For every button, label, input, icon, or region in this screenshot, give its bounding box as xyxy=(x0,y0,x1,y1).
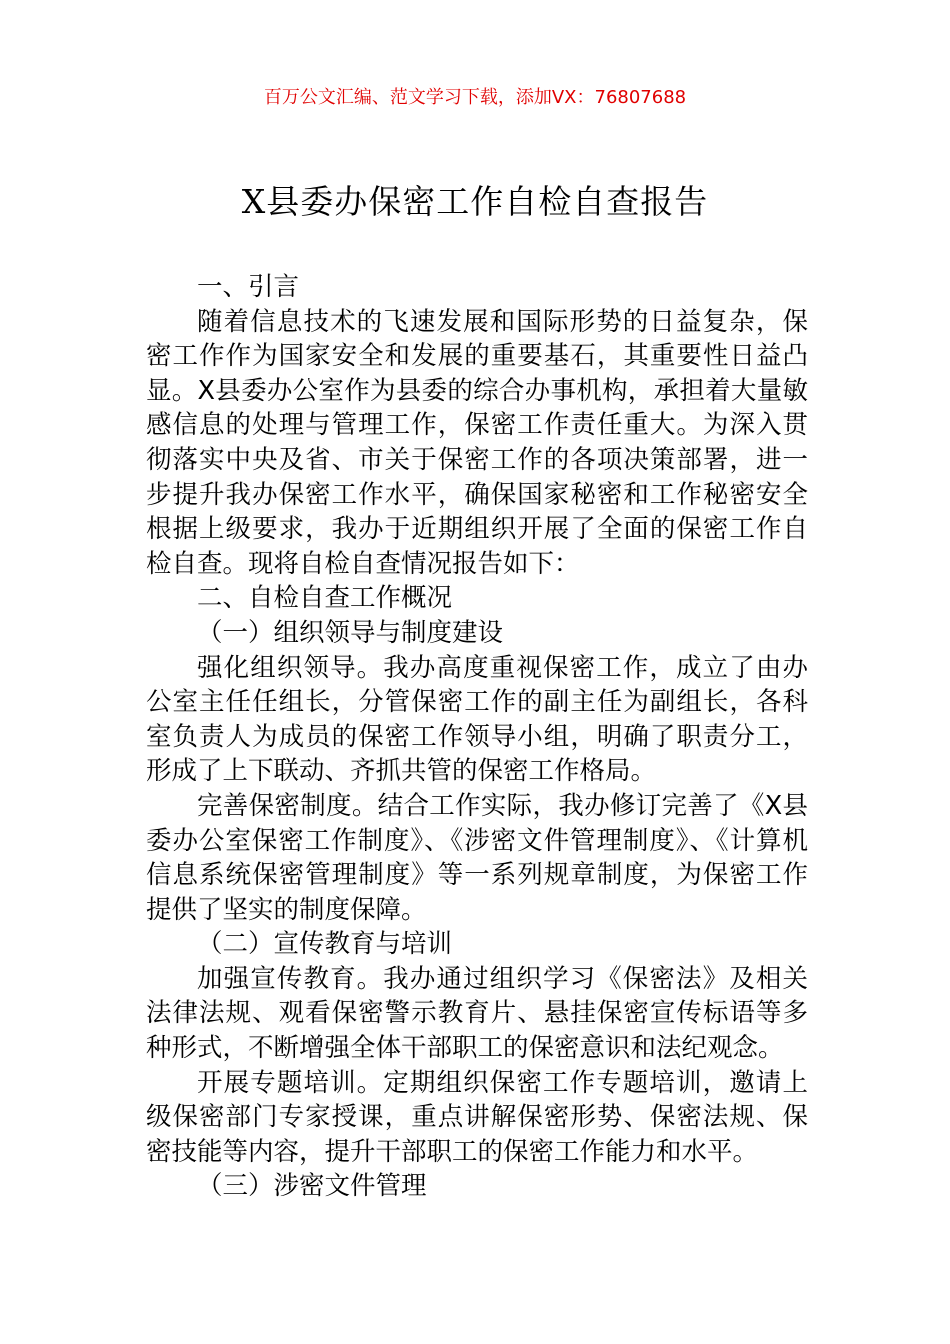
subsection-heading-organization: （一）组织领导与制度建设 xyxy=(197,617,504,648)
subsection-heading-documents: （三）涉密文件管理 xyxy=(197,1171,427,1202)
subsection-heading-education: （二）宣传教育与培训 xyxy=(197,929,453,960)
paragraph-introduction: 随着信息技术的飞速发展和国际形势的日益复杂，保密工作作为国家安全和发展的重要基石，其重要性日益凸显。X县委办公室作为县委的综合办事机构，承担着大量敏感信息的处理与管理工作，保密工作责任重大。为深入贯彻落实中央及省、市关于保密工作的各项决策部署，进一步提升我办保密工作水平，确保国家秘密和工作秘密安全根据上级要求，我办于近期组织开展了全面的保密工作自检自查。现将自检自查情况报告如下： xyxy=(146,306,808,579)
paragraph-publicity: 加强宣传教育。我办通过组织学习《保密法》及相关法律法规、观看保密警示教育片、悬挂保密宣传标语等多种形式，不断增强全体干部职工的保密意识和法纪观念。 xyxy=(146,963,808,1064)
paragraph-leadership: 强化组织领导。我办高度重视保密工作，成立了由办公室主任任组长，分管保密工作的副主任为副组长，各科室负责人为成员的保密工作领导小组，明确了职责分工，形成了上下联动、齐抓共管的保密工作格局。 xyxy=(146,652,808,787)
section-heading-overview: 二、自检自查工作概况 xyxy=(197,583,453,614)
watermark-banner: 百万公文汇编、范文学习下载，添加VX：76807688 xyxy=(263,87,687,108)
paragraph-regulations: 完善保密制度。结合工作实际，我办修订完善了《X县委办公室保密工作制度》、《涉密文件管理制度》、《计算机信息系统保密管理制度》等一系列规章制度，为保密工作提供了坚实的制度保障。 xyxy=(146,790,808,925)
paragraph-training: 开展专题培训。定期组织保密工作专题培训，邀请上级保密部门专家授课，重点讲解保密形势、保密法规、保密技能等内容，提升干部职工的保密工作能力和水平。 xyxy=(146,1067,808,1167)
section-heading-introduction: 一、引言 xyxy=(197,272,300,302)
document-body xyxy=(146,270,808,1204)
document-title: X县委办保密工作自检自查报告 xyxy=(241,182,709,221)
